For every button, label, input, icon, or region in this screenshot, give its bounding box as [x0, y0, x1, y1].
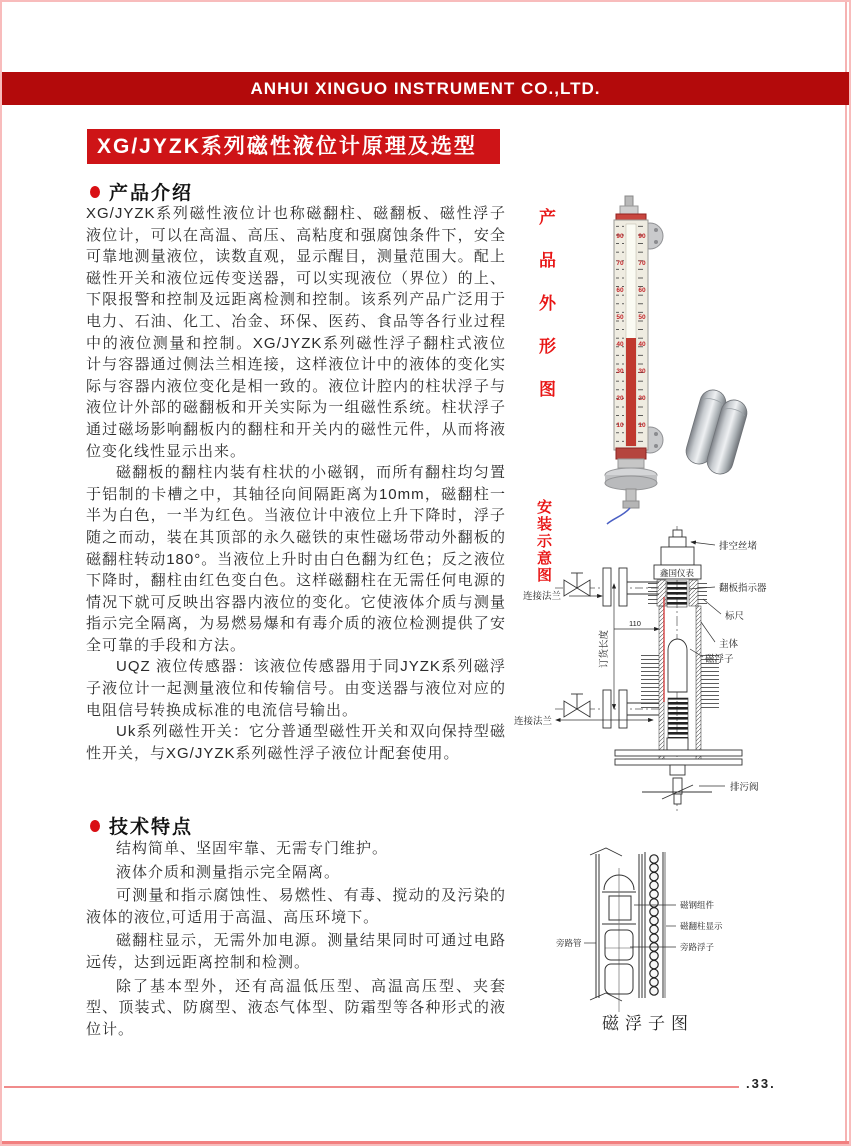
order-length-label: 订货长度	[599, 629, 610, 669]
feature-item: 结构简单、坚固牢靠、无需专门维护。	[116, 840, 389, 857]
svg-text:20: 20	[616, 395, 624, 402]
bypass-pipe-label: 旁路管	[556, 938, 582, 948]
svg-text:60: 60	[616, 287, 624, 294]
svg-text:10: 10	[638, 422, 646, 429]
features-list	[86, 838, 506, 1042]
page-title: XG/JYZK系列磁性液位计原理及选型	[87, 129, 500, 164]
intro-paragraph: 磁翻板的翻柱内装有柱状的小磁钢，而所有翻柱均匀置于铝制的卡槽之中，其轴径向间隔距离为10mm，磁翻柱一半为白色，一半为红色。当液位计中液位上升下降时，浮子随之而动，装在其顶部的永久磁铁的束性磁场带动外翻板的磁翻柱转动180°。当液位上升时由白色翻为红色；反之液位下降时，翻柱由红色变白色。这样磁翻柱在无需任何电源的情况下就可反映出容器内液位的变化。它使液体介质与测量指示完全隔离，为易燃易爆和有毒介质的液位检测提供了安全可靠的手段和方法。	[86, 464, 506, 654]
svg-text:30: 30	[616, 368, 624, 375]
magnetic-float-label: 磁浮子	[705, 654, 734, 665]
feature-item: 可测量和指示腐蚀性、易燃性、有毒、搅动的及污染的液体的液位,可适用于高温、高压环境下。	[86, 887, 506, 926]
product-photo	[557, 190, 807, 525]
magnet-assembly-label: 磁钢组件	[680, 900, 715, 910]
intro-paragraph: Uk系列磁性开关：它分普通型磁性开关和双向保持型磁性开关，与XG/JYZK系列磁性浮子液位计配套使用。	[86, 723, 506, 762]
connect-flange-bottom-label: 连接法兰	[514, 716, 553, 727]
feature-item: 磁翻柱显示，无需外加电源。测量结果同时可通过电路远传，达到远距离控制和检测。	[86, 932, 506, 971]
svg-text:60: 60	[638, 287, 646, 294]
float-cylinders-photo	[683, 387, 750, 477]
svg-text:40: 40	[616, 341, 624, 348]
product-outline-label: 产品外形图	[536, 208, 555, 423]
vent-plug-label: 排空丝堵	[719, 541, 758, 552]
svg-text:70: 70	[638, 260, 646, 267]
right-border-rule	[845, 2, 847, 1146]
svg-text:90: 90	[616, 233, 624, 240]
float-diagram	[550, 840, 800, 1030]
svg-text:50: 50	[616, 314, 624, 321]
feature-item: 液体介质和测量指示完全隔离。	[116, 863, 341, 881]
intro-paragraph: XG/JYZK系列磁性液位计也称磁翻柱、磁翻板、磁性浮子液位计，可以在高温、高压、高粘度和强腐蚀条件下，安全可靠地测量液位，读数直观，显示醒目，测量范围大。配上磁性开关和液位远传变送器，可以实现液位（界位）的上、下限报警和控制及远距离检测和控制。该系列产品广泛用于电力、石油、化工、冶金、环保、医药、食品等各行业过程中的液位测量和控制。XG/JYZK系列磁性浮子翻柱式液位计与容器通过侧法兰相连接，这样液位计中的液体的变化实际与容器内液位变化是相一致的。液位计腔内的柱状浮子与液位计外部的磁翻板和开关实际为一组磁性系统。柱状浮子通过磁场影响翻板内的翻柱和开关内的磁性元件，从而将液位变化线性显示出来。	[86, 205, 506, 460]
drain-valve-label: 排污阀	[730, 782, 759, 793]
ruler-label: 标尺	[725, 611, 745, 622]
bypass-float-label: 旁路浮子	[680, 942, 715, 952]
bottom-border-rule	[2, 1141, 849, 1144]
connect-flange-top-label: 连接法兰	[523, 591, 562, 602]
company-header: ANHUI XINGUO INSTRUMENT CO.,LTD.	[2, 72, 849, 105]
bullet-icon	[90, 820, 100, 832]
brand-plate-label: 鑫国仪表	[659, 568, 695, 578]
intro-paragraph: UQZ 液位传感器：该液位传感器用于同JYZK系列磁浮子液位计一起测量液位和传输信号。由变送器与液位对应的电阻信号转换成标准的电流信号输出。	[86, 658, 506, 719]
svg-text:30: 30	[638, 368, 646, 375]
features-heading: 技术特点	[90, 812, 193, 839]
install-diagram-label: 安装示意图	[535, 499, 552, 584]
flap-indicator-label: 翻板指示器	[719, 583, 767, 594]
page-number: .33.	[746, 1076, 776, 1091]
flip-column-display-label: 磁翻柱显示	[680, 921, 723, 931]
svg-text:90: 90	[638, 233, 646, 240]
float-diagram-caption: 磁浮子图	[602, 1014, 694, 1033]
svg-text:20: 20	[638, 395, 646, 402]
bullet-icon	[90, 186, 100, 198]
svg-text:10: 10	[616, 422, 624, 429]
feature-item: 除了基本型外，还有高温低压型、高温高压型、夹套型、顶装式、防腐型、液态气体型、防霜型等各种形式的液位计。	[86, 977, 506, 1038]
svg-text:40: 40	[638, 341, 646, 348]
svg-text:70: 70	[616, 260, 624, 267]
flip-bead-column	[650, 855, 658, 995]
dim-110-label: 110	[629, 619, 641, 628]
main-body-label: 主体	[719, 639, 739, 650]
svg-text:50: 50	[638, 314, 646, 321]
intro-heading: 产品介绍	[90, 178, 193, 205]
intro-text	[86, 203, 506, 764]
footer-rule	[4, 1086, 739, 1088]
installation-diagram	[507, 502, 807, 817]
